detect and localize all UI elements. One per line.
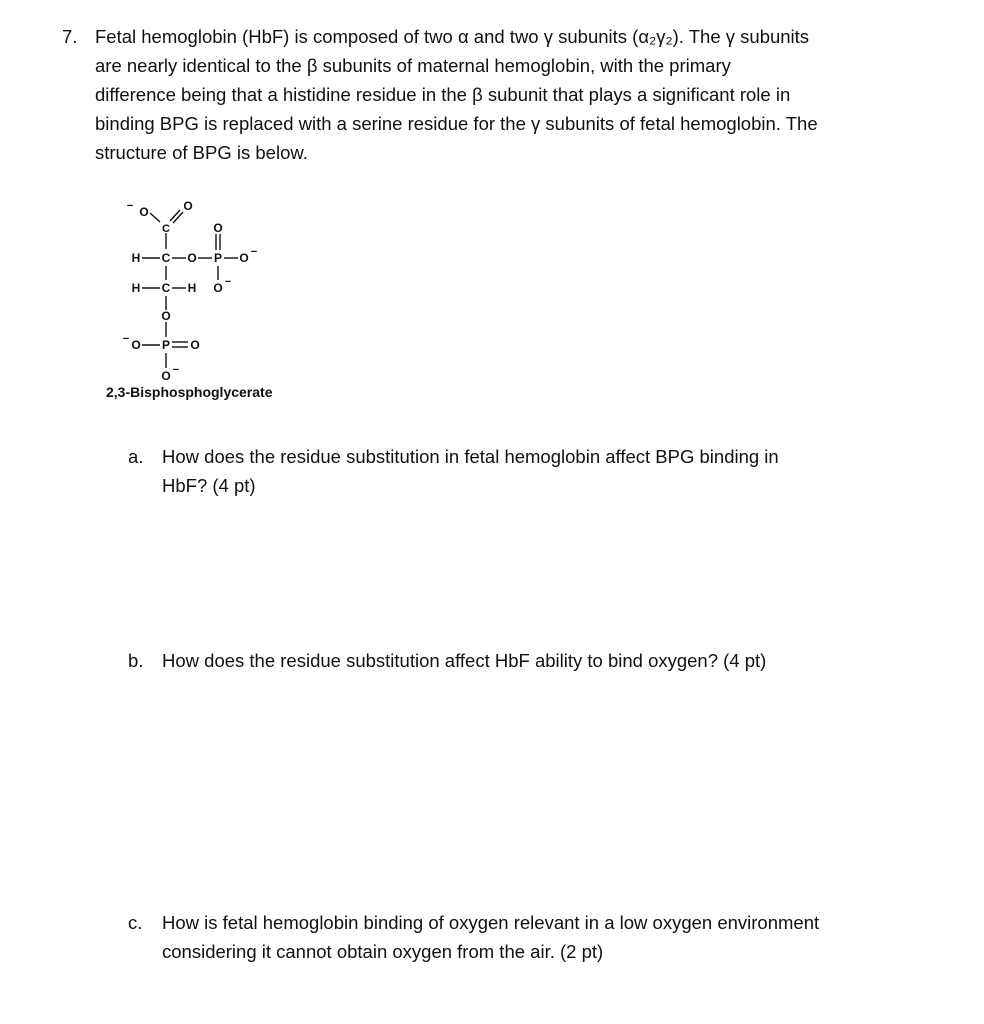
atom-o-p-bottom: O	[213, 281, 223, 295]
atom-o-top: O	[183, 199, 193, 213]
atom-o-p-top: O	[213, 221, 223, 235]
atom-o-minus: O	[139, 205, 149, 219]
atom-o-bridge: O	[187, 251, 197, 265]
structure-caption: 2,3-Bisphosphoglycerate	[106, 384, 273, 400]
bpg-structure-diagram	[100, 190, 360, 410]
part-line: considering it cannot obtain oxygen from the air. (2 pt)	[162, 941, 604, 962]
atom-h-right: H	[187, 281, 197, 295]
atom-p-lower: P	[161, 338, 171, 352]
atom-o-left: O	[131, 338, 141, 352]
charge-label: −	[224, 276, 232, 288]
question-line: Fetal hemoglobin (HbF) is composed of two α and two γ subunits (α₂γ₂). The γ subunits	[95, 26, 810, 47]
part-letter: c.	[128, 912, 143, 933]
bond-c-o-double-b	[173, 212, 183, 223]
question-number: 7.	[62, 26, 78, 47]
part-question	[162, 646, 922, 675]
atom-h-upper: H	[131, 251, 141, 265]
bond-o-c	[150, 213, 160, 222]
part-line: HbF? (4 pt)	[162, 475, 256, 496]
atom-o-link: O	[161, 309, 171, 323]
charge-label: −	[250, 246, 258, 258]
part-question	[162, 908, 922, 966]
atom-c-upper: C	[161, 251, 171, 265]
question-line: structure of BPG is below.	[95, 142, 308, 163]
question-line: binding BPG is replaced with a serine residue for the γ subunits of fetal hemoglobin. The	[95, 113, 818, 134]
atom-c-lower: C	[161, 281, 171, 295]
part-line: How is fetal hemoglobin binding of oxygen relevant in a low oxygen environment	[162, 912, 820, 933]
atom-o-p2-bottom: O	[161, 369, 171, 383]
part-line: How does the residue substitution affect HbF ability to bind oxygen? (4 pt)	[162, 650, 767, 671]
atom-h-lower: H	[131, 281, 141, 295]
atom-o-p2-right: O	[190, 338, 200, 352]
charge-label: −	[122, 333, 130, 345]
atom-o-p-right: O	[239, 251, 249, 265]
bpg-structure-svg	[100, 190, 360, 390]
charge-label: −	[126, 200, 134, 212]
part-question	[162, 442, 922, 500]
part-letter: a.	[128, 446, 144, 467]
question-line: are nearly identical to the β subunits of maternal hemoglobin, with the primary	[95, 55, 731, 76]
part-letter: b.	[128, 650, 144, 671]
question-line: difference being that a histidine residue in the β subunit that plays a significant role in	[95, 84, 791, 105]
charge-label: −	[172, 364, 180, 376]
atom-c-carboxyl: C	[162, 223, 170, 235]
question-stem	[95, 22, 895, 167]
atom-p-upper: P	[213, 251, 223, 265]
part-line: How does the residue substitution in fetal hemoglobin affect BPG binding in	[162, 446, 779, 467]
bond-c-o-double-a	[170, 210, 180, 221]
